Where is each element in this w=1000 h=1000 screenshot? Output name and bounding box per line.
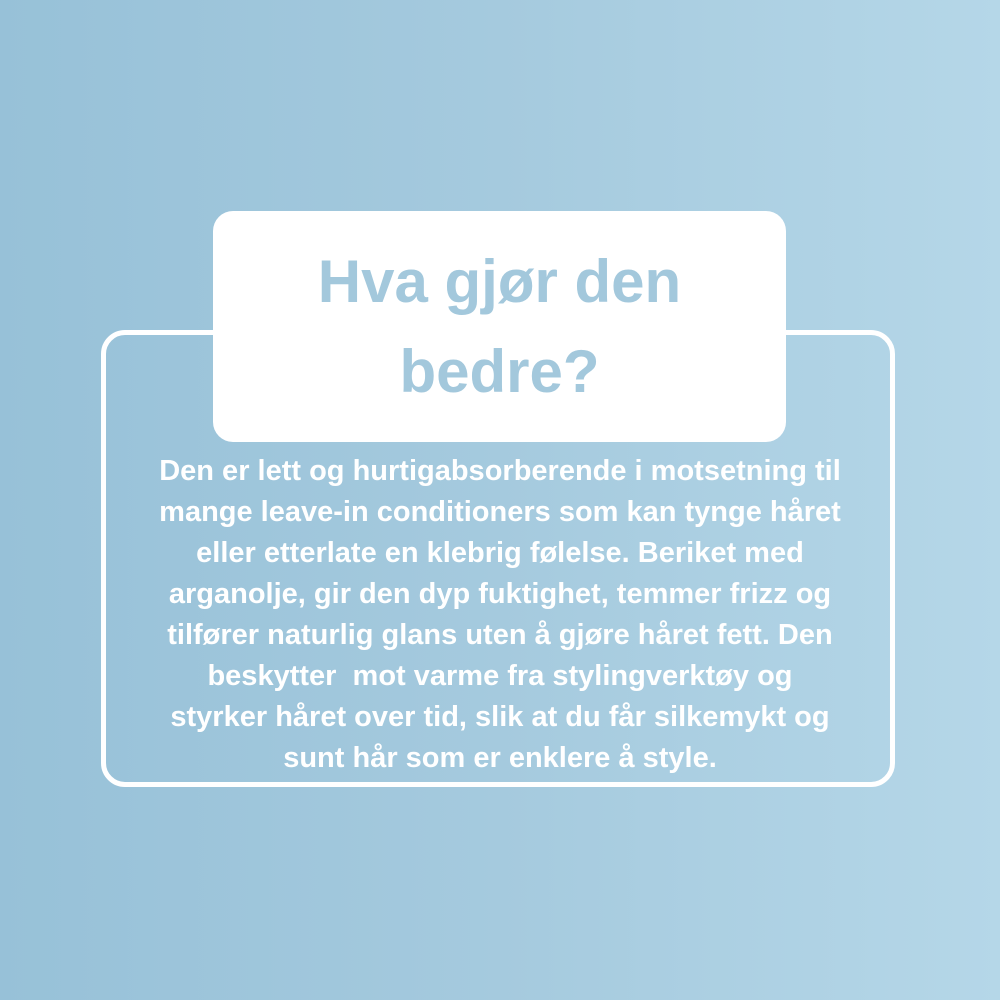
page-title <box>318 237 681 417</box>
body-text-line: arganolje, gir den dyp fuktighet, temmer frizz og <box>168 578 832 610</box>
title-card <box>213 211 786 442</box>
body-text-line: eller etterlate en klebrig følelse. Beriket med <box>196 537 804 569</box>
body-text-line: styrker håret over tid, slik at du får silkemykt og <box>170 701 830 733</box>
body-text-line: beskytter mot varme fra stylingverktøy og <box>207 660 793 692</box>
body-text-line: Den er lett og hurtigabsorberende i motsetning til <box>159 455 841 487</box>
body-text-line: tilfører naturlig glans uten å gjøre håret fett. Den <box>167 619 833 651</box>
body-text-line: mange leave-in conditioners som kan tynge håret <box>159 496 841 528</box>
page-title-line-1: Hva gjør den <box>317 247 682 315</box>
body-text-line: sunt hår som er enklere å style. <box>283 742 717 774</box>
body-text <box>100 451 900 779</box>
page-title-line-2: bedre? <box>399 337 600 405</box>
